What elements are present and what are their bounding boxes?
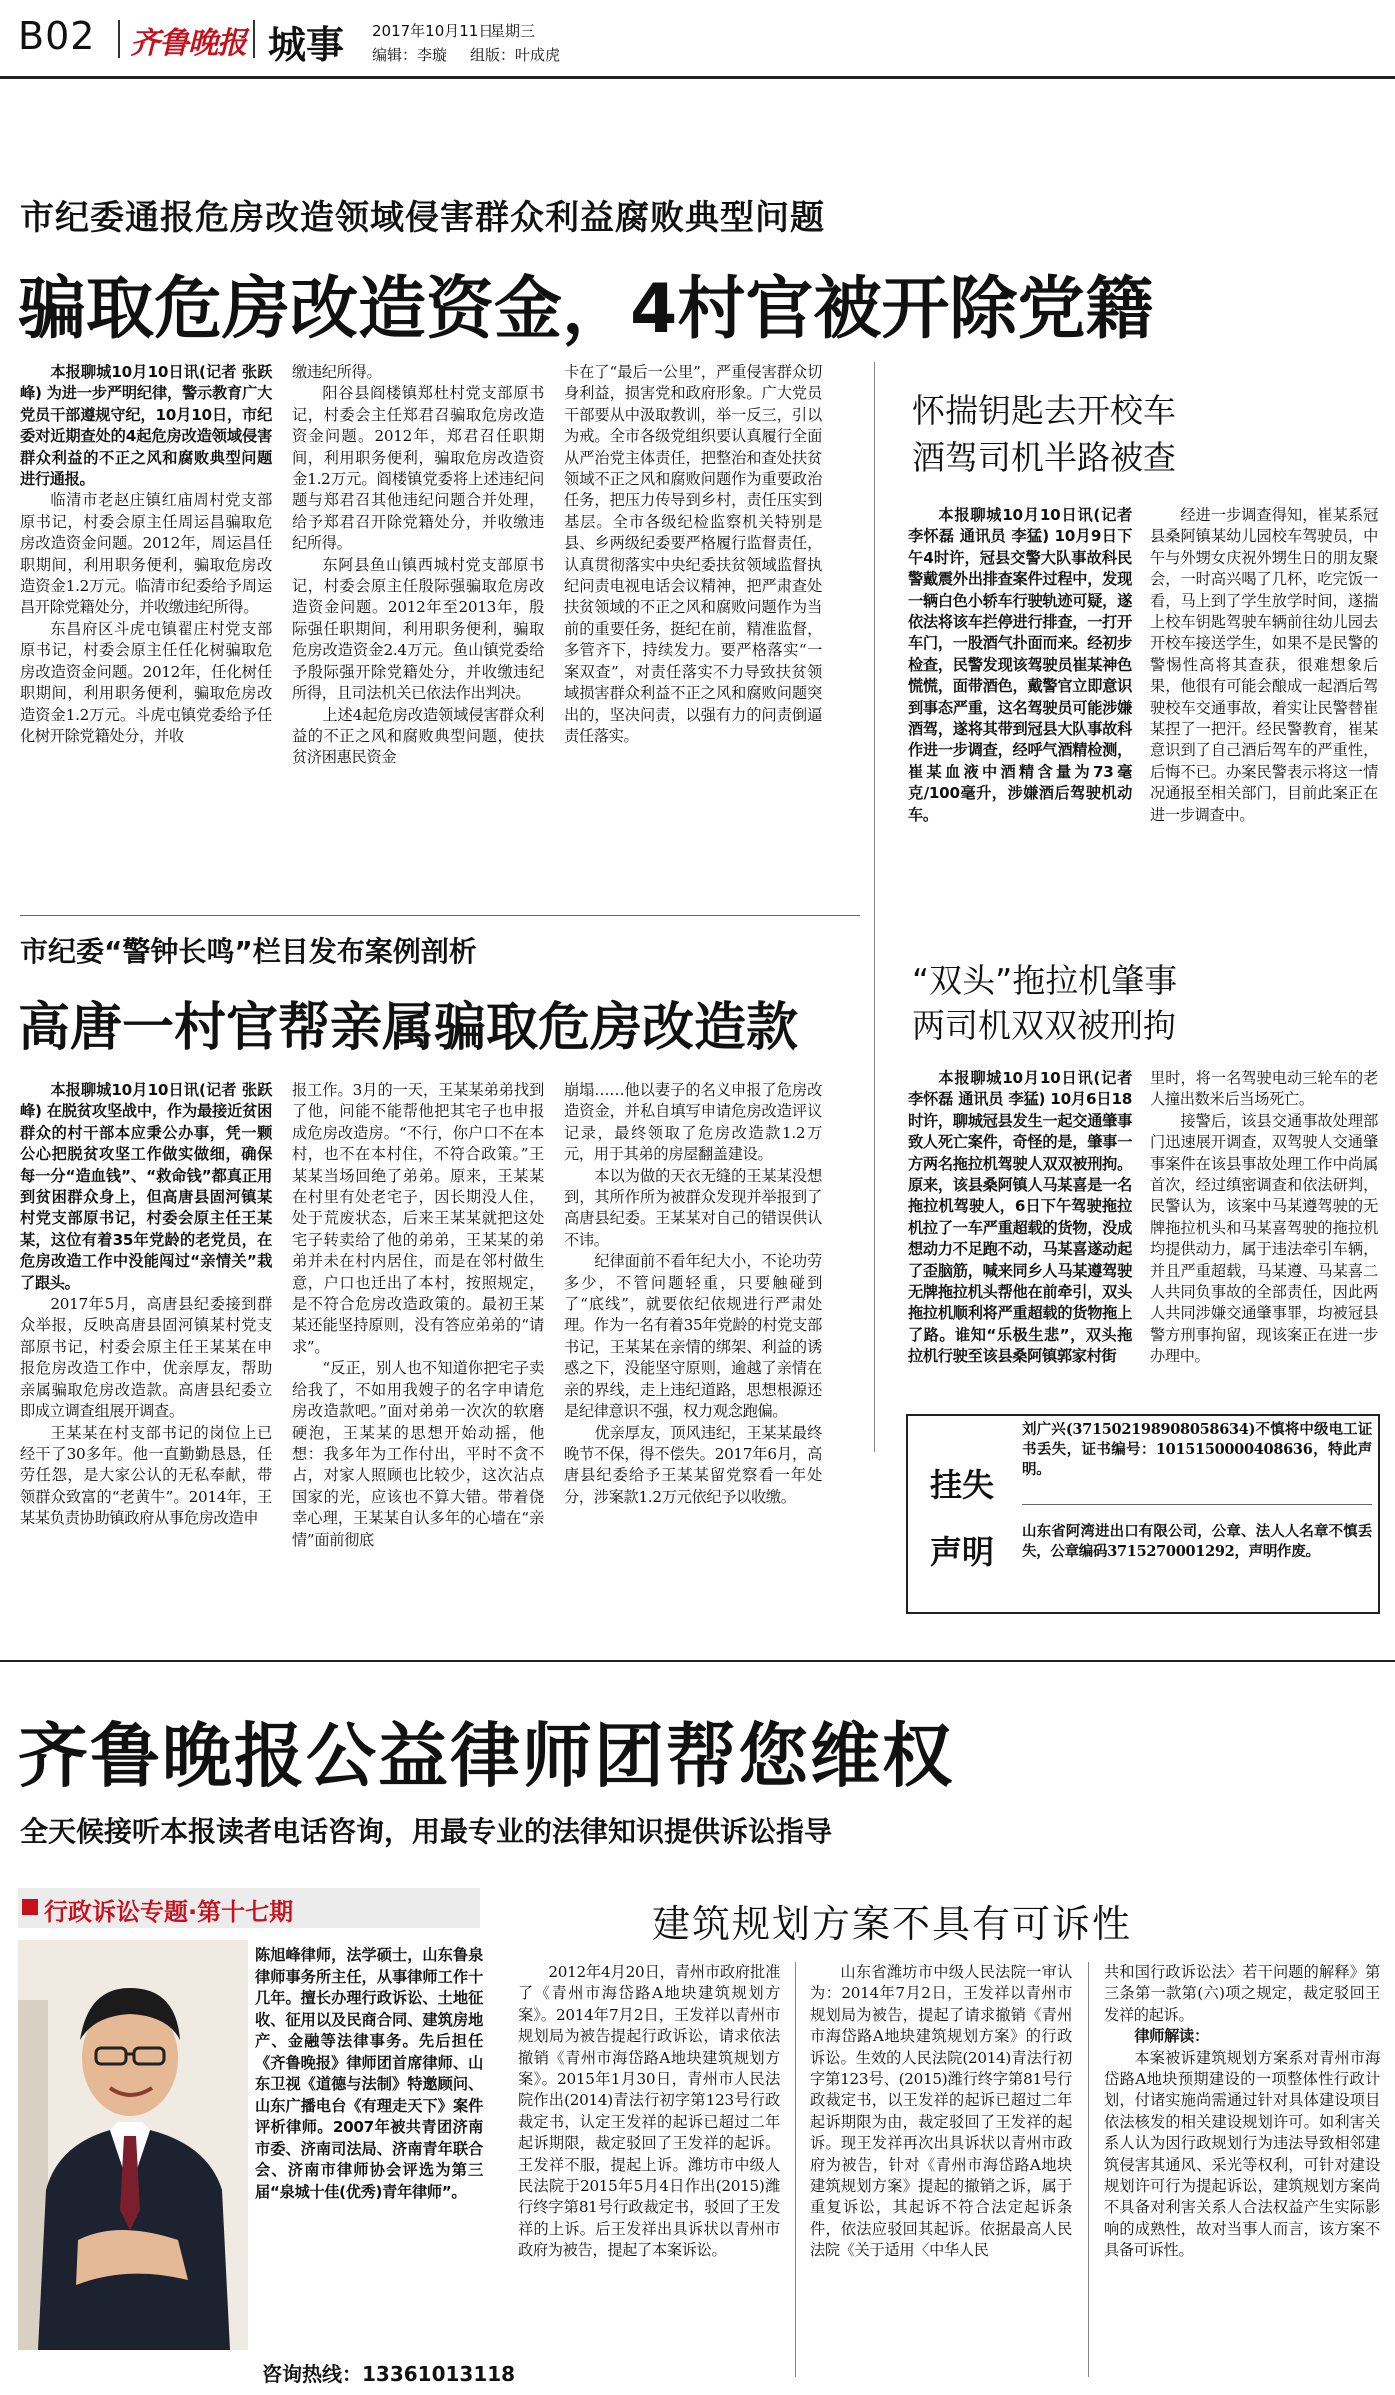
lawyer-photo (18, 1940, 248, 2350)
paragraph: 经进一步调查得知，崔某系冠县桑阿镇某幼儿园校车驾驶员，中午与外甥女庆祝外甥生日的朋友聚会，一时高兴喝了几杯，吃完饭一看，马上到了学生放学时间，遂揣上校车钥匙驾驶车辆前往幼儿园去开校车接送学生，如果不是民警的警惕性高将其查获，很难想象后果，他很有可能会酿成一起酒后驾驶校车交通事故，着实让民警替崔某捏了一把汗。经民警教育，崔某意识到了自己酒后驾车的严重性，后悔不已。办案民警表示将这一情况通报至相关部门，目前此案正在进一步调查中。 (1150, 506, 1378, 824)
portrait-illustration (18, 1940, 248, 2350)
issue-weekday: 星期三 (490, 22, 536, 40)
promo-subhead: 全天候接听本报读者电话咨询，用最专业的法律知识提供诉讼指导 (20, 1815, 833, 1848)
story1-col3 (564, 362, 822, 747)
paragraph: 王某某在村支部书记的岗位上已经干了30多年。他一直勤勤恳恳，任劳任怨，是大家公认的无私奉献，带领群众致富的“老黄牛”。2014年，王某某负责协助镇政府从事危房改造申 (20, 1423, 272, 1528)
notice-label-1: 挂失 (930, 1466, 995, 1504)
paragraph: 接警后，该县交通事故处理部门迅速展开调查，双驾驶人交通肇事案件在该县事故处理工作中尚属首次，经过缜密调查和依法研判，民警认为，该案中马某遵驾驶的无牌拖拉机头和马某喜驾驶的拖拉机均提供动力，属于违法牵引车辆，并且严重超载，马某遵、马某喜二人共同负事故的全部责任，因此两人共同涉嫌交通肇事罪，均被冠县警方刑事拘留，现该案正在进一步办理中。 (1150, 1111, 1378, 1366)
notice-text-2: 山东省阿湾进出口有限公司，公章、法人人名章不慎丢失，公章编码3715270001292，声明作废。 (1022, 1523, 1372, 1560)
issue-date: 2017年10月11日 (372, 22, 494, 40)
paragraph: 本报聊城10月10日讯(记者 张跃峰) 为进一步严明纪律，警示教育广大党员干部遵规守纪，10月10日，市纪委对近期查处的4起危房改造领域侵害群众利益的不正之风和腐败典型问题进行通报。 (20, 363, 272, 489)
paragraph: 卡在了“最后一公里”，严重侵害群众切身利益，损害党和政府形象。广大党员干部要从中汲取教训，举一反三，引以为戒。全市各级党组织要认真履行全面从严治党主体责任，把整治和查处扶贫领域不正之风和腐败问题作为重要政治任务，把压力传导到乡村，责任压实到基层。全市各级纪检监察机关特别是县、乡两级纪委要严格履行监督责任，认真贯彻落实中央纪委扶贫领域监督执纪问责电视电话会议精神，把严肃查处扶贫领域的不正之风和腐败问题作为当前的重要任务，挺纪在前，精准监督，多管齐下，持续发力。要严格落实“一案双查”，对责任落实不力导致扶贫领域损害群众利益不正之风和腐败问题突出的，坚决问责，以强有力的问责倒逼责任落实。 (564, 363, 822, 745)
column-rule (874, 362, 875, 1452)
hotline (262, 2358, 515, 2387)
divider (118, 20, 120, 58)
story2-headline: 高唐一村官帮亲属骗取危房改造款 (18, 998, 799, 1058)
notice-label-2: 声明 (930, 1533, 995, 1571)
paragraph: 临清市老赵庄镇红庙周村党支部原书记，村委会原主任周运昌骗取危房改造资金问题。2012年，周运昌任职期间，利用职务便利，骗取危房改造资金1.2万元。临清市纪委给予周运昌开除党籍处分，并收缴违纪所得。 (20, 491, 272, 617)
paragraph: 2012年4月20日，青州市政府批准了《青州市海岱路A地块建筑规划方案》。2014年7月2日，王发祥以青州市规划局为被告提起行政诉讼，请求依法撤销《青州市海岱路A地块建筑规划方案》。2015年1月30日，青州市人民法院作出(2014)青法行初字第123号行政裁定书，认定王发祥的起诉已超过二年起诉期限，裁定驳回了王发祥的起诉。王发祥不服，提起上诉。潍坊市中级人民法院于2015年5月4日作出(2015)潍行终字第81号行政裁定书，驳回了王发祥的上诉。后王发祥出具诉状以青州市政府为被告，提起了本案诉讼。 (518, 1963, 780, 2260)
paper-logo: 齐鲁晚报 (130, 26, 246, 61)
paragraph: 上述4起危房改造领域侵害群众利益的不正之风和腐败典型问题，使扶贫济困惠民资金 (292, 705, 544, 767)
hotline-label: 咨询热线： (262, 2362, 362, 2386)
story3-headline-2: 酒驾司机半路被查 (912, 438, 1176, 477)
story2-col1 (20, 1080, 272, 1530)
column-headline: 建筑规划方案不具有可诉性 (652, 1902, 1133, 1946)
column-rule (1088, 1962, 1089, 2377)
hotline-number: 13361013118 (362, 2362, 516, 2386)
story1-col1 (20, 362, 272, 747)
column-col2 (810, 1962, 1072, 2262)
column-rule (795, 1962, 796, 2377)
masthead (0, 0, 1395, 75)
story2-col3 (564, 1080, 822, 1508)
column-tag (18, 1888, 480, 1928)
notice-divider (1022, 1504, 1372, 1505)
promo-headline: 齐鲁晚报公益律师团帮您维权 (18, 1715, 954, 1797)
section-name: 城事 (268, 23, 345, 67)
notice-text-1: 刘广兴(371502198908058634)不慎将中级电工证书丢失，证书编号：1015150000408636，特此声明。 (1022, 1421, 1372, 1478)
story1-headline: 骗取危房改造资金，4村官被开除党籍 (18, 270, 1154, 349)
paragraph: 优亲厚友，顶风违纪，王某某最终晚节不保，得不偿失。2017年6月，高唐县纪委给予王某某留党察看一年处分，涉案款1.2万元依纪予以收缴。 (564, 1423, 822, 1506)
tag-square-icon (22, 1899, 38, 1915)
story4-headline-2: 两司机双双被刑拘 (912, 1006, 1176, 1045)
story3-col2 (1150, 505, 1378, 826)
paragraph: 东昌府区斗虎屯镇翟庄村党支部原书记，村委会原主任任化树骗取危房改造资金问题。2012年，任化树任职期间，利用职务便利，骗取危房改造资金1.2万元。斗虎屯镇党委给予任化树开除党籍处分，并收 (20, 619, 272, 745)
story4-col2 (1150, 1068, 1378, 1368)
column-col3 (1104, 1962, 1380, 2262)
story1-col2 (292, 362, 544, 769)
paragraph: 缴违纪所得。 (292, 363, 382, 381)
editor-credit: 编辑：李璇 (372, 46, 448, 64)
section-rule (20, 915, 860, 916)
paragraph: 共和国行政诉讼法〉若干问题的解释》第三条第一款第(六)项之规定，裁定驳回王发祥的起诉。 (1104, 1963, 1380, 2024)
subheading: 律师解读： (1134, 2027, 1209, 2046)
paragraph: 本以为做的天衣无缝的王某某没想到，其所作所为被群众发现并举报到了高唐县纪委。王某某对自己的错误供认不讳。 (564, 1166, 822, 1249)
column-col1 (518, 1962, 780, 2262)
paragraph: 2017年5月，高唐县纪委接到群众举报，反映高唐县固河镇某村党支部原书记，村委会原主任王某某在申报危房改造工作中，优亲厚友，帮助亲属骗取危房改造款。高唐县纪委立即成立调查组展开调查。 (20, 1295, 272, 1421)
story3-headline-1: 怀揣钥匙去开校车 (912, 391, 1176, 430)
paragraph: 本报聊城10月10日讯(记者 张跃峰) 在脱贫攻坚战中，作为最接近贫困群众的村干部本应秉公办事，凭一颗公心把脱贫攻坚工作做实做细，确保每一分“造血钱”、“救命钱”都真正用到贫困群众身上，但高唐县固河镇某村党支部原书记，村委会原主任王某某，这位有着35年党龄的老党员，在危房改造工作中没能闯过“亲情关”栽了跟头。 (20, 1081, 272, 1292)
paragraph: 东阿县鱼山镇西城村党支部原书记，村委会原主任殷际强骗取危房改造资金问题。2012年至2013年，殷际强任职期间，利用职务便利，骗取危房改造资金2.4万元。鱼山镇党委给予殷际强开除党籍处分，并收缴违纪所得，且司法机关已依法作出判决。 (292, 555, 544, 703)
story4-headline-1: “双头”拖拉机肇事 (912, 961, 1178, 1000)
story2-kicker: 市纪委“警钟长鸣”栏目发布案例剖析 (20, 935, 477, 968)
paragraph: 里时，将一名驾驶电动三轮车的老人撞出数米后当场死亡。 (1150, 1069, 1378, 1109)
page-number: B02 (18, 14, 96, 58)
story4-col1 (908, 1068, 1132, 1368)
masthead-rule (0, 76, 1395, 79)
paragraph: 阳谷县阎楼镇郑杜村党支部原书记，村委会主任郑君召骗取危房改造资金问题。2012年，郑君召任职期间，利用职务便利，骗取危房改造资金1.2万元。阎楼镇党委将上述违纪问题与郑君召其他违纪问题合并处理，给予郑君召开除党籍处分，并收缴违纪所得。 (292, 384, 544, 553)
paragraph: 纪律面前不看年纪大小，不论功劳多少，不管问题轻重，只要触碰到了“底线”，就要依纪依规进行严肃处理。作为一名有着35年党龄的村党支部书记，王某某在亲情的绑架、利益的诱惑之下，没能坚守原则，逾越了亲情在亲的界线，走上违纪道路，思想根源还是纪律意识不强，权力观念跑偏。 (564, 1252, 822, 1421)
paragraph: 本报聊城10月10日讯(记者 李怀磊 通讯员 李猛) 10月6日18时许，聊城冠县发生一起交通肇事致人死亡案件，奇怪的是，肇事一方两名拖拉机驾驶人双双被刑拘。原来，该县桑阿镇人马某喜是一名拖拉机驾驶人，6日下午驾驶拖拉机拉了一车严重超载的货物，没成想动力不足跑不动，马某喜遂动起了歪脑筋，喊来同乡人马某遵驾驶无牌拖拉机头帮他在前牵引，双头拖拉机顺利将严重超载的货物拖上了路。谁知“乐极生悲”，双头拖拉机行驶至该县桑阿镇郭家村街 (908, 1069, 1132, 1366)
lawyer-bio: 陈旭峰律师，法学硕士，山东鲁泉律师事务所主任，从事律师工作十几年。擅长办理行政诉讼、土地征收、征用以及民商合同、建筑房地产、金融等法律事务。先后担任《齐鲁晚报》律师团首席律师、山东卫视《道德与法制》特邀顾问、山东广播电台《有理走天下》案件评析律师。2007年被共青团济南市委、济南司法局、济南青年联合会、济南市律师协会评选为第三届“泉城十佳(优秀)青年律师”。 (255, 1946, 483, 2201)
story3-col1 (908, 505, 1132, 826)
paragraph: 山东省潍坊市中级人民法院一审认为：2014年7月2日，王发祥以青州市规划局为被告，提起了请求撤销《青州市海岱路A地块建筑规划方案》的行政诉讼。生效的人民法院(2014)青法行初字第123号、(2015)潍行终字第81号行政裁定书，以王发祥的起诉已超过二年起诉期限为由，裁定驳回了王发祥的起诉。现王发祥再次出具诉状以青州市政府为被告，针对《青州市海岱路A地块建筑规划方案》提起的撤销之诉，属于重复诉讼，其起诉不符合法定起诉条件，依法应驳回其起诉。依据最高人民法院《关于适用〈中华人民 (810, 1963, 1072, 2260)
layout-credit: 组版：叶成虎 (470, 46, 561, 64)
section-rule (0, 1660, 1395, 1662)
paragraph: 本案被诉建筑规划方案系对青州市海岱路A地块预期建设的一项整体性行政计划，付诸实施尚需通过针对具体建设项目依法核发的相关建设规划许可。如利害关系人认为因行政规划行为违法导致相邻建筑侵害其通风、采光等权利，可针对建设规划许可行为提起诉讼，建筑规划方案尚不具备对利害关系人合法权益产生实际影响的成熟性，故对当事人而言，该方案不具备可诉性。 (1104, 2048, 1380, 2260)
divider (253, 20, 255, 58)
paragraph: 崩塌……他以妻子的名义申报了危房改造资金，并私自填写申请危房改造评议记录，最终领取了危房改造款1.2万元，用于其弟的房屋翻盖建设。 (564, 1081, 822, 1164)
story1-kicker: 市纪委通报危房改造领域侵害群众利益腐败典型问题 (20, 198, 825, 238)
paragraph: “反正，别人也不知道你把宅子卖给我了，不如用我嫂子的名字申请危房改造款吧。”面对弟弟一次次的软磨硬泡，王某某的思想开始动摇，他想：我多年为工作付出，平时不贪不占，对家人照顾也比较少，这次沾点国家的光，应该也不算大错。带着侥幸心理，王某某自认多年的心墙在“亲情”面前彻底 (292, 1359, 544, 1549)
story2-col2 (292, 1080, 544, 1551)
paragraph: 报工作。3月的一天，王某某弟弟找到了他，问能不能帮他把其宅子也申报成危房改造房。“不行，你户口不在本村，也不在本村住，不符合政策。”王某某当场回绝了弟弟。原来，王某某在村里有处老宅子，因长期没人住，处于荒废状态，后来王某某就把这处宅子转卖给了他的弟弟，王某某的弟弟并未在村内居住，而是在邻村做生意，户口也迁出了本村，按照规定，是不符合危房改造政策的。最初王某某还能坚持原则，没有答应弟弟的“请求”。 (292, 1081, 544, 1356)
tag-label: 行政诉讼专题·第十七期 (44, 1898, 294, 1926)
paragraph: 本报聊城10月10日讯(记者 李怀磊 通讯员 李猛) 10月9日下午4时许，冠县交警大队事故科民警戴震外出排查案件过程中，发现一辆白色小轿车行驶轨迹可疑，遂依法将该车拦停进行排查，一打开车门，一股酒气扑面而来。经初步检查，民警发现该驾驶员崔某神色慌慌，面带酒色，戴警官立即意识到事态严重，这名驾驶员可能涉嫌酒驾，遂将其带到冠县大队事故科作进一步调查，经呼气酒精检测，崔某血液中酒精含量为73毫克/100毫升，涉嫌酒后驾驶机动车。 (908, 506, 1132, 824)
